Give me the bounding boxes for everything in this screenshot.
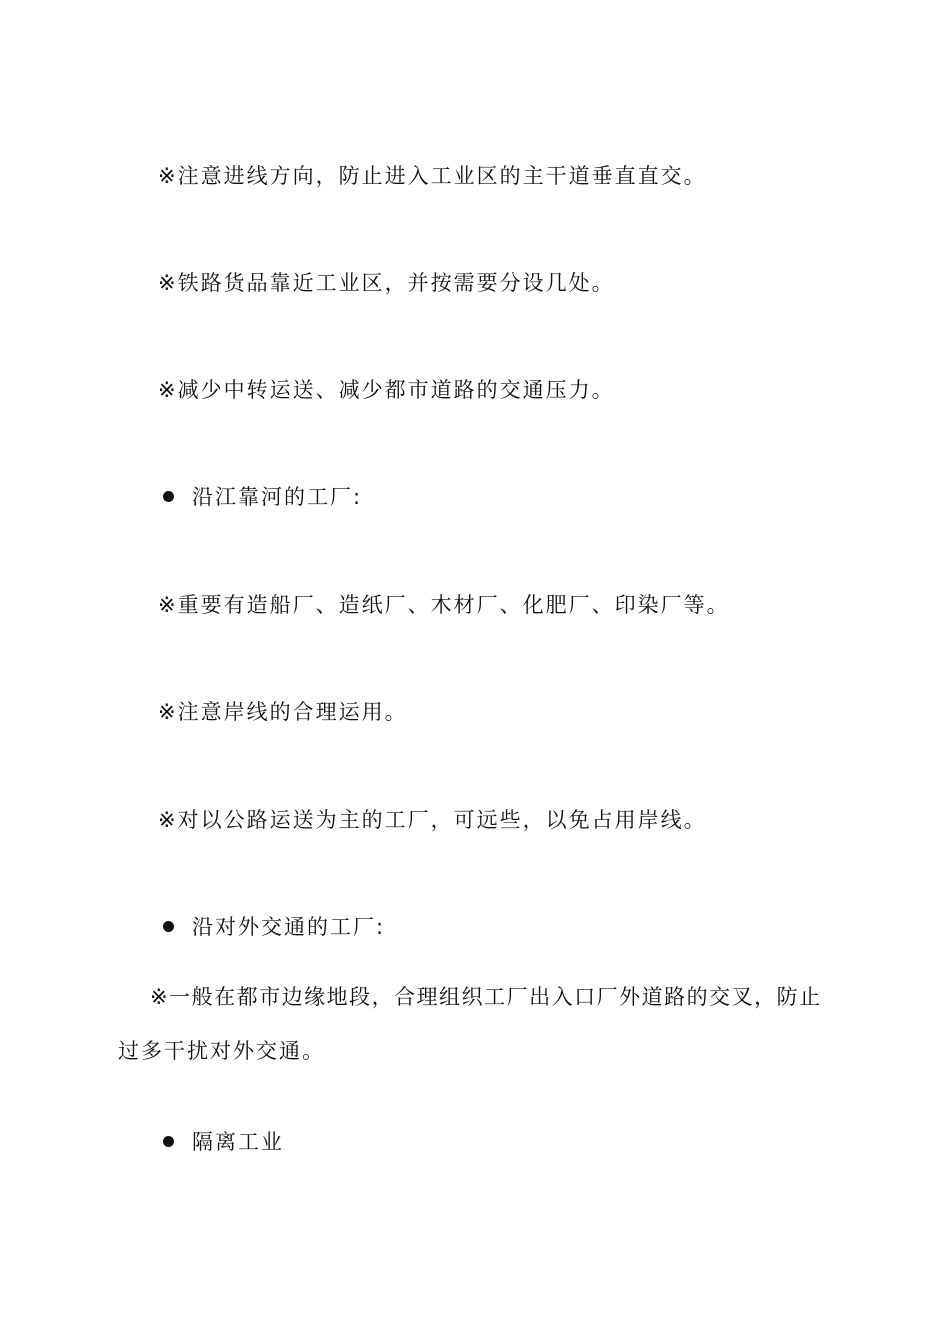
bullet-icon [163, 921, 174, 932]
paragraph-city-edge: ※一般在都市边缘地段，合理组织工厂出入口厂外道路的交叉，防止 [150, 985, 822, 1009]
paragraph-rail-freight: ※铁路货品靠近工业区，并按需要分设几处。 [158, 271, 615, 295]
paragraph-reduce-transfer: ※减少中转运送、减少都市道路的交通压力。 [158, 378, 615, 402]
heading-isolated-industry: 隔离工业 [192, 1130, 284, 1154]
bullet-icon [163, 1136, 174, 1147]
paragraph-shoreline-use: ※注意岸线的合理运用。 [158, 700, 408, 724]
bullet-icon [163, 491, 174, 502]
paragraph-road-transport: ※对以公路运送为主的工厂，可远些，以免占用岸线。 [158, 808, 707, 832]
paragraph-city-edge-continued: 过多干扰对外交通。 [118, 1039, 325, 1063]
paragraph-rail-line-direction: ※注意进线方向，防止进入工业区的主干道垂直直交。 [158, 164, 707, 188]
paragraph-main-industries: ※重要有造船厂、造纸厂、木材厂、化肥厂、印染厂等。 [158, 593, 730, 617]
heading-external-traffic-factories: 沿对外交通的工厂: [192, 915, 386, 939]
heading-riverside-factories: 沿江靠河的工厂: [192, 485, 363, 509]
